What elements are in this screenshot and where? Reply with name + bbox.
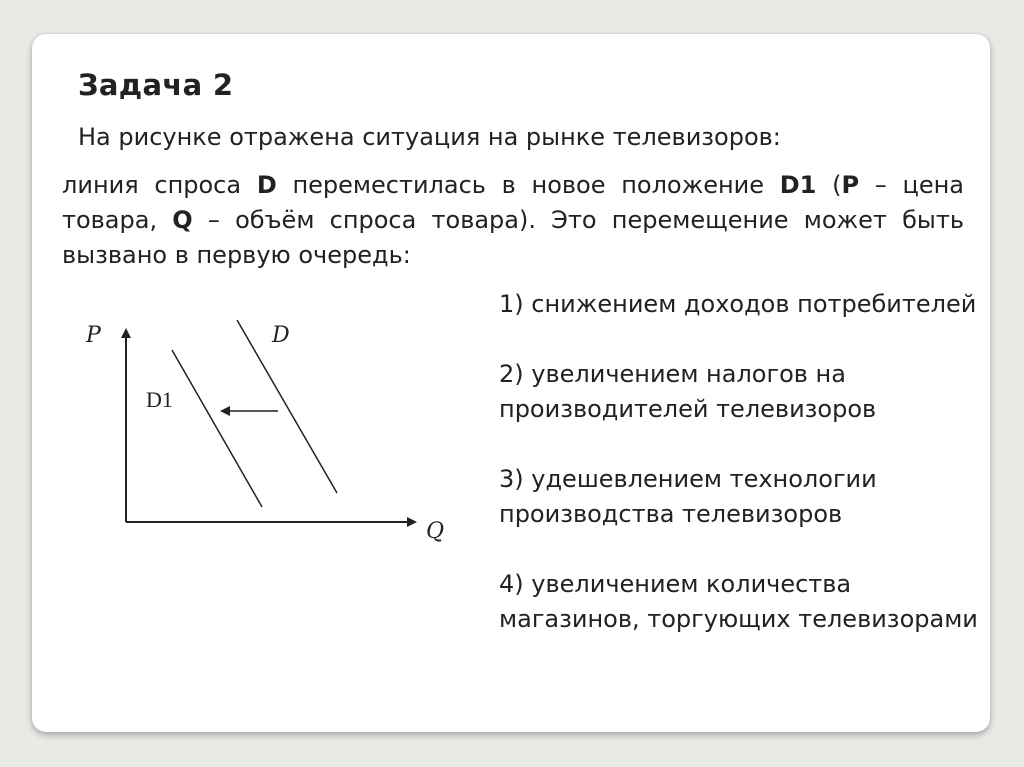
demand-curve-d1-label: D1 [146,387,173,412]
condition-bold-q: Q [172,206,193,234]
condition-bold-d1: D1 [779,171,817,199]
task-condition [62,168,964,273]
condition-text-3: ( [816,171,842,199]
condition-text-5: – объём спроса товара). Это перемещение может быть вызвано в первую очередь: [62,206,964,269]
task-title: Задача 2 [78,68,234,102]
task-intro: На рисунке отражена ситуация на рынке телевизоров: [78,123,781,151]
answer-option-4: 4) увеличением количества магазинов, торгующих телевизорами [499,570,978,633]
condition-text-4: – цена товара, [62,171,964,234]
answer-option-1: 1) снижением доходов потребителей [499,290,977,318]
condition-bold-p: P [841,171,860,199]
demand-shift-diagram [70,312,470,552]
answer-option-3: 3) удешевлением технологии производства телевизоров [499,465,877,528]
demand-curve-d1 [172,350,262,507]
condition-text-2: переместилась в новое положение [276,171,780,199]
demand-curve-d-label: D [272,323,290,348]
x-axis-label: Q [426,519,445,544]
answer-options [499,287,979,672]
condition-text-1: линия спроса [62,171,257,199]
condition-bold-d: D [256,171,277,199]
y-axis-label: P [86,323,101,348]
answer-option-2: 2) увеличением налогов на производителей телевизоров [499,360,877,423]
